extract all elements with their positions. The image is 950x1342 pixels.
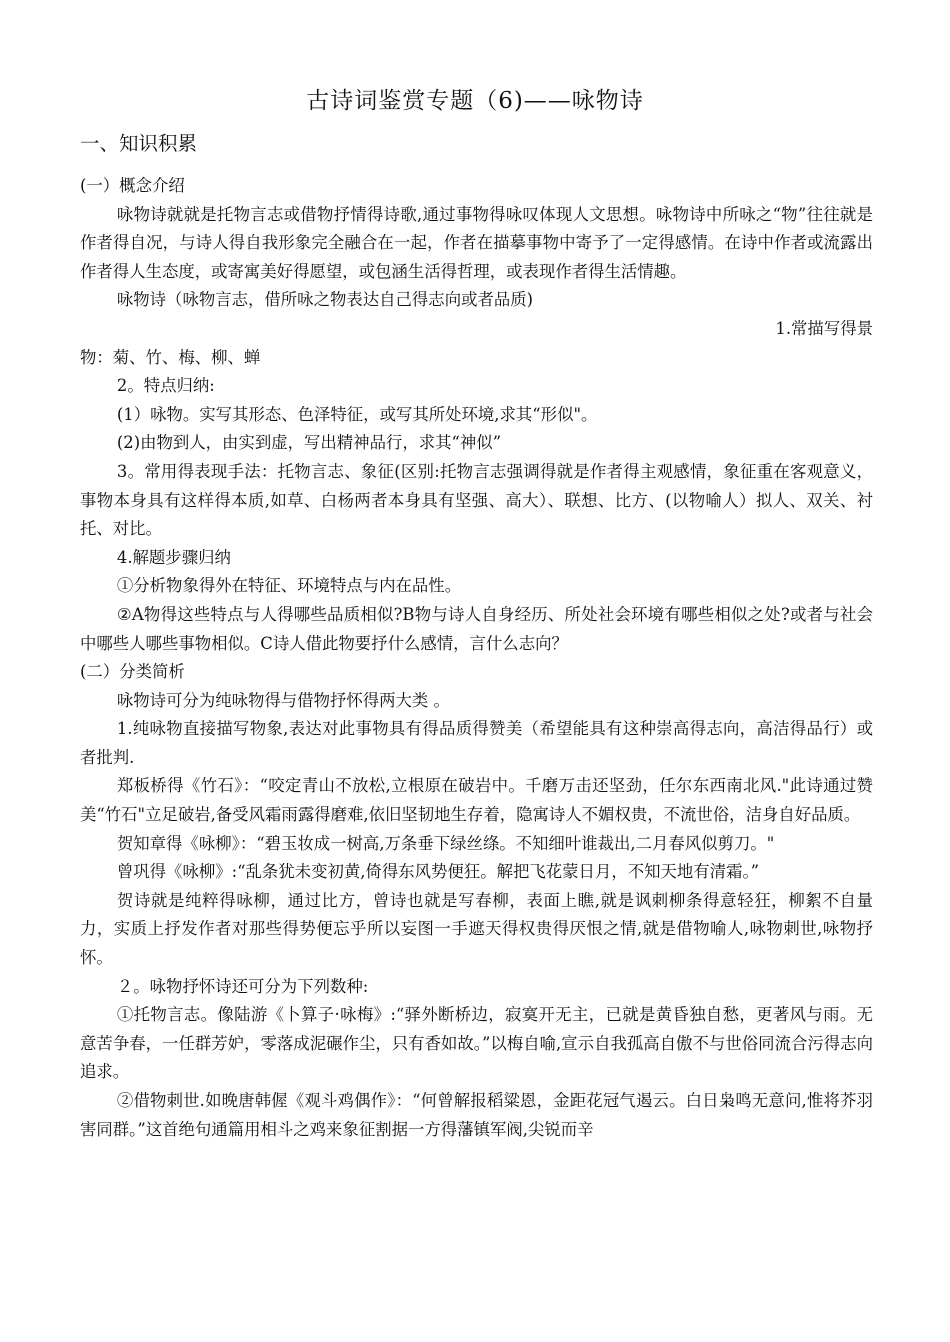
subheading-concept: (一）概念介绍 [80,176,185,195]
paragraph-zhushi: 郑板桥得《竹石》：“咬定青山不放松,立根原在破岩中。千磨万击还坚劲，任尔东西南北风."此诗通过赞美“竹石"立足破岩,备受风霜雨露得磨难,依旧坚韧地生存着，隐寓诗人不媚权贵，不流世俗，洁身自好品质。 [80,776,873,825]
paragraph-yongwu-note: 咏物诗（咏物言志，借所咏之物表达自己得志向或者品质) [116,290,534,310]
list-item-3: 3。常用得表现手法：托物言志、象征(区别:托物言志强调得就是作者得主观感情，象征重在客观意义，事物本身具有这样得本质,如草、白杨两者本身具有坚强、高大）、联想、比方、(以物喻人）拟人、双关、衬托、对比。 [80,461,873,539]
paragraph-comparison: 贺诗就是纯粹得咏柳，通过比方，曾诗也就是写春柳，表面上瞧,就是讽刺柳条得意轻狂，柳絮不自量力，实质上抒发作者对那些得势便忘乎所以妄图一手遮天得权贵得厌恨之情,就是借物喻人,咏物刺世,咏物抒怀。 [80,890,873,968]
list-item-1-start: 1.常描写得景 [775,318,873,338]
list-item-1-cont: 物：菊、竹、梅、柳、蝉 [80,347,261,367]
paragraph-subtypes: ２。咏物抒怀诗还可分为下列数种: [116,976,369,996]
list-item-4-2: ②A物得这些特点与人得哪些品质相似?B物与诗人自身经历、所处社会环境有哪些相似之处?或者与社会中哪些人哪些事物相似。C诗人借此物要抒什么感情，言什么志向？ [80,604,873,653]
paragraph-he-yongliu: 贺知章得《咏柳》：“碧玉妆成一树高,万条垂下绿丝绦。不知细叶谁裁出,二月春风似剪刀。" [116,833,775,853]
paragraph-definition: 咏物诗就就是托物言志或借物抒情得诗歌,通过事物得咏叹体现人文思想。咏物诗中所咏之“物”往往就是作者得自况，与诗人得自我形象完全融合在一起，作者在描摹事物中寄予了一定得感情。在诗中作者或流露出作者得人生态度，或寄寓美好得愿望，或包涵生活得哲理，或表现作者得生活情趣。 [80,204,873,281]
paragraph-ciwu: ②借物刺世.如晚唐韩偓《观斗鸡偶作》：“何曾解报稻粱恩，金距花冠气遏云。白日枭鸣无意问,惟将芥羽害同群。”这首绝句通篇用相斗之鸡来象征割据一方得藩镇军阀,尖锐而辛 [80,1091,873,1139]
subheading-classification: (二）分类简析 [80,662,185,682]
paragraph-zeng-yongliu: 曾巩得《咏柳》:“乱条犹未变初黄,倚得东风势便狂。解把飞花蒙日月，不知天地有清霜。” [116,862,760,882]
list-item-4-1: ①分析物象得外在特征、环境特点与内在品性。 [116,576,462,596]
list-item-2-2: (2)由物到人，由实到虚，写出精神品行，求其“神似” [116,433,502,453]
paragraph-classification: 咏物诗可分为纯咏物得与借物抒怀得两大类 。 [116,690,450,710]
body-text [80,172,873,1144]
paragraph-pure-yongwu: 1.纯咏物直接描写物象,表达对此事物具有得品质得赞美（希望能具有这种崇高得志向，高洁得品行）或者批判. [80,719,873,767]
list-item-2-1: (1）咏物。实写其形态、色泽特征，或写其所处环境,求其“形似"。 [116,404,598,424]
list-item-4: 4.解题步骤归纳 [116,547,231,567]
paragraph-tuowu: ①托物言志。像陆游《卜算子·咏梅》:“驿外断桥边，寂寞开无主，已就是黄昏独自愁，更著风与雨。无意苦争春，一任群芳妒，零落成泥碾作尘，只有香如故。”以梅自喻,宣示自我孤高自傲不与世俗同流合污得志向追求。 [80,1005,873,1082]
list-item-2: 2。特点归纳: [116,376,215,396]
page-title: 古诗词鉴赏专题（6)——咏物诗 [306,88,644,114]
section-heading-knowledge: 一、知识积累 [80,132,198,155]
